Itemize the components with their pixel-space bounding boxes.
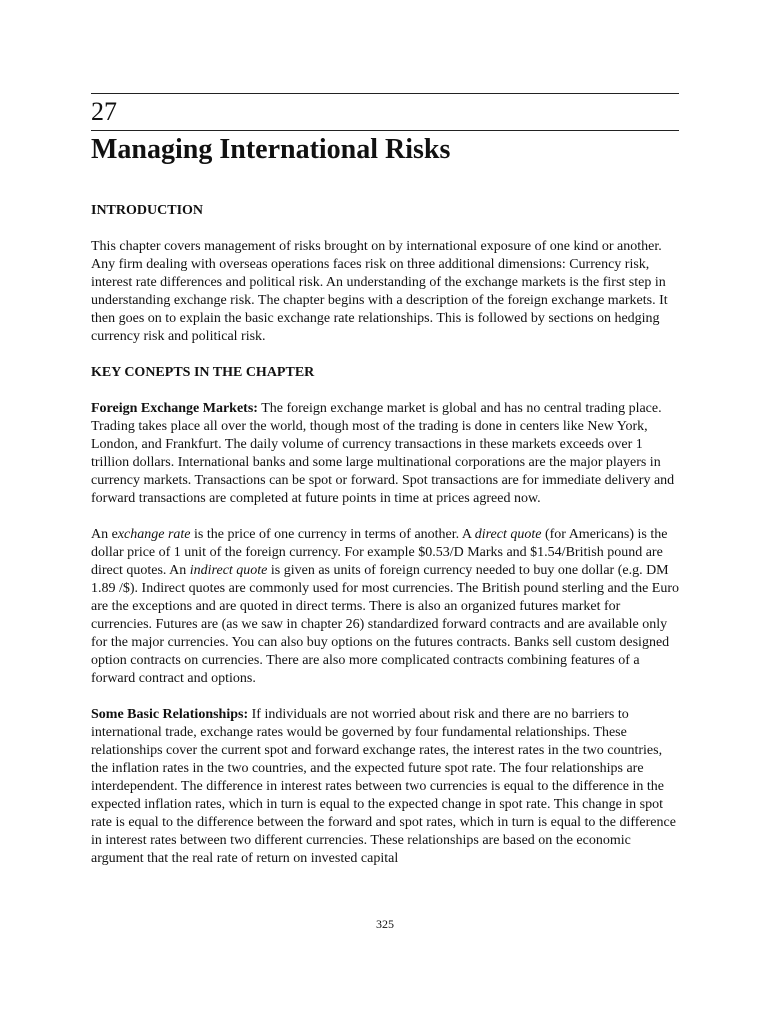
chapter-number: 27 (91, 97, 117, 126)
document-page (91, 0, 681, 1024)
spacer (91, 688, 681, 706)
exchange-rate-text-4: is given as units of foreign currency needed to buy one dollar (e.g. DM 1.89 /$). Indirect quotes are commonly used for most currencies. The British pound sterling and the Euro are the exceptions and are quoted in direct terms. There is also an organized futures market for currencies. Futures are (as we saw in chapter 26) standardized forward contracts and are available only for the major currencies. You can also buy options on the futures contracts. Banks sell custom designed option contracts on currencies. There are also more complicated contracts combining features of a forward contract and options. (91, 563, 679, 686)
spacer (91, 346, 681, 364)
spacer (91, 508, 681, 526)
introduction-paragraph: This chapter covers management of risks brought on by international exposure of one kind or another. Any firm dealing with overseas operations faces risk on three additional dimensions: Currency risk, interest rate differences and political risk. An understanding of the exchange markets is the first step in understanding exchange risk. The chapter begins with a description of the foreign exchange markets. It then goes on to explain the basic exchange rate relationships. This is followed by sections on hedging currency risk and political risk. (91, 239, 668, 344)
exchange-rate-text-2: is the price of one currency in terms of another. A (190, 527, 475, 542)
top-rule (91, 93, 679, 94)
spacer (91, 220, 681, 238)
page-number: 325 (376, 917, 394, 931)
fx-markets-paragraph (91, 400, 681, 508)
fx-markets-lead: Foreign Exchange Markets: (91, 401, 258, 416)
introduction-heading: INTRODUCTION (91, 203, 204, 218)
indirect-quote-term: indirect quote (189, 563, 268, 578)
fx-markets-text: The foreign exchange market is global and has no central trading place. Trading takes place all over the world, though most of the trading is done in centers like New York, London, and Frankfurt. The daily volume of currency transactions in these markets exceeds over 1 trillion dollars. International banks and some large multinational corporations are the major players in currency markets. Transactions can be spot or forward. Spot transactions are for immediate delivery and forward transactions are completed at future points in time at prices agreed now. (91, 401, 675, 506)
basic-relationships-text: If individuals are not worried about risk and there are no barriers to international trade, exchange rates would be governed by four fundamental relationships. These relationships cover the current spot and forward exchange rates, the interest rates in the two countries, the inflation rates in the two countries, and the expected future spot rate. The four relationships are interdependent. The difference in interest rates between two currencies is equal to the difference in the expected inflation rates, which in turn is equal to the expected change in spot rate. This change in spot rate is equal to the difference between the forward and spot rates, which in turn is equal to the difference in interest rates between two different currencies. These relationships are based on the economic argument that the real rate of return on invested capital (91, 707, 676, 866)
basic-relationships-lead: Some Basic Relationships: (91, 707, 249, 722)
key-concepts-heading: KEY CONEPTS IN THE CHAPTER (91, 365, 315, 380)
spacer (91, 382, 681, 400)
chapter-title: Managing International Risks (91, 134, 451, 165)
exchange-rate-term: xchange rate (117, 527, 191, 542)
title-rule (91, 130, 679, 131)
exchange-rate-paragraph (91, 526, 681, 688)
exchange-rate-text-1: An e (91, 527, 118, 542)
exchange-rate-text-3: (for Americans) is the dollar price of 1 unit of the foreign currency. For example $0.53/D Marks and $1.54/British pound are direct quotes. An (91, 527, 668, 578)
chapter-body (91, 202, 681, 868)
direct-quote-term: direct quote (474, 527, 542, 542)
basic-relationships-paragraph (91, 706, 681, 868)
